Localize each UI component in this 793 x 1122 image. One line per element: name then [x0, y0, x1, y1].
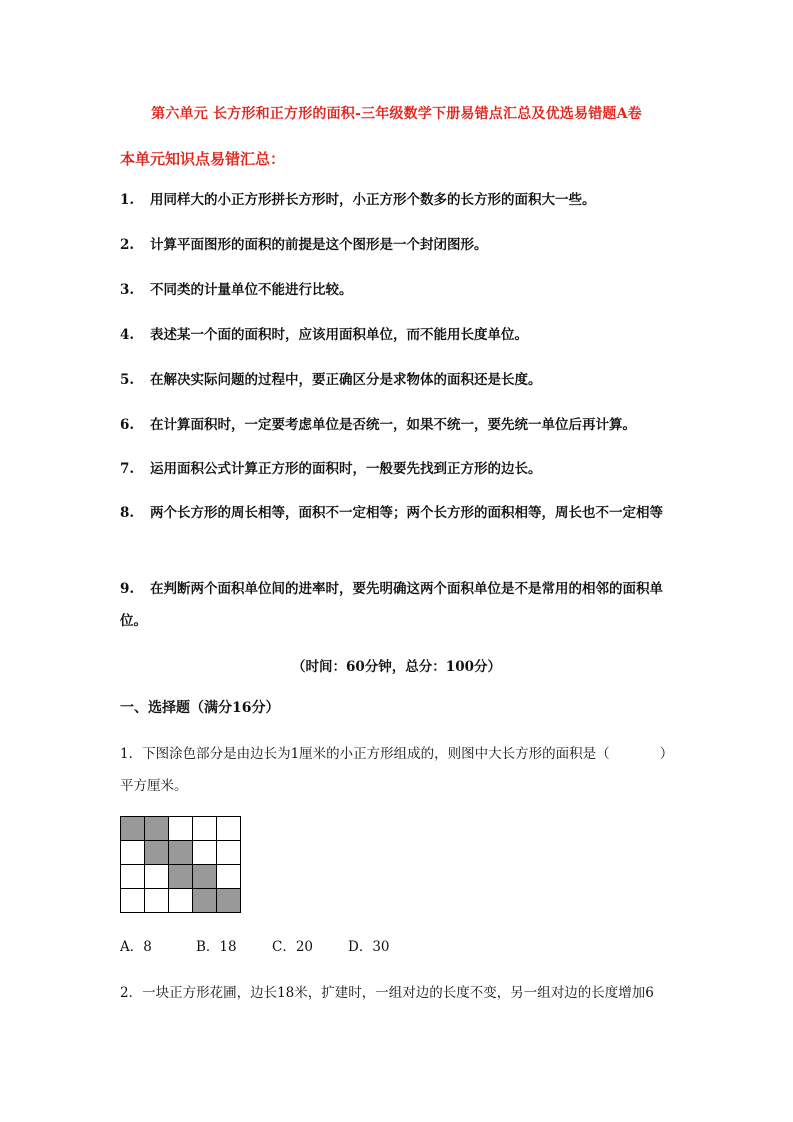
- point-text: 两个长方形的周长相等，面积不一定相等；两个长方形的面积相等，周长也不一定相等: [150, 505, 663, 521]
- point-text: 在计算面积时，一定要考虑单位是否统一，如果不统一，要先统一单位后再计算。: [150, 417, 636, 433]
- point-item: [120, 319, 680, 351]
- grid-cell-shaded: [217, 889, 241, 913]
- grid-cell: [217, 865, 241, 889]
- point-item: [120, 409, 680, 441]
- grid-cell: [217, 841, 241, 865]
- point-number: 2.: [120, 237, 135, 253]
- grid-cell-shaded: [145, 817, 169, 841]
- point-text: 运用面积公式计算正方形的面积时，一般要先找到正方形的边长。: [150, 461, 542, 477]
- question-1-options: [120, 937, 390, 957]
- point-item: [120, 364, 680, 396]
- grid-cell-shaded: [145, 841, 169, 865]
- shaded-grid-figure: [120, 816, 241, 913]
- point-text: 用同样大的小正方形拼长方形时，小正方形个数多的长方形的面积大一些。: [150, 192, 596, 208]
- grid-cell: [121, 865, 145, 889]
- document-title: 第六单元 长方形和正方形的面积-三年级数学下册易错点汇总及优选易错题A卷: [151, 106, 642, 122]
- point-text: 在判断两个面积单位间的进率时，要先明确这两个面积单位是不是常用的相邻的面积单位。: [120, 581, 663, 629]
- point-text: 计算平面图形的面积的前提是这个图形是一个封闭图形。: [150, 237, 488, 253]
- grid-cell: [121, 889, 145, 913]
- question-1-text: [120, 738, 680, 802]
- grid-cell: [169, 889, 193, 913]
- point-number: 5.: [120, 372, 135, 388]
- question-1-paren: ）: [659, 746, 674, 762]
- option-b[interactable]: B．18: [196, 939, 237, 955]
- point-number: 1.: [120, 192, 135, 208]
- point-item: [120, 274, 680, 306]
- grid-cell: [169, 817, 193, 841]
- grid-cell-shaded: [193, 889, 217, 913]
- question-2-text: 2．一块正方形花圃，边长18米，扩建时，一组对边的长度不变，另一组对边的长度增加6: [120, 985, 654, 1001]
- grid-cell: [217, 817, 241, 841]
- grid-cell-shaded: [169, 841, 193, 865]
- point-item: [120, 573, 680, 637]
- point-text: 在解决实际问题的过程中，要正确区分是求物体的面积还是长度。: [150, 372, 542, 388]
- option-a[interactable]: A．8: [120, 939, 152, 955]
- option-d[interactable]: D．30: [348, 939, 390, 955]
- question-1-stem: 1．下图涂色部分是由边长为1厘米的小正方形组成的，则图中大长方形的面积是（: [120, 746, 610, 762]
- point-text: 表述某一个面的面积时，应该用面积单位，而不能用长度单位。: [150, 327, 528, 343]
- grid-cell-shaded: [193, 865, 217, 889]
- part-heading: 一、选择题（满分16分）: [120, 700, 280, 716]
- point-item: [120, 184, 680, 216]
- point-number: 7.: [120, 461, 135, 477]
- grid-cell-shaded: [121, 817, 145, 841]
- question-1-unit: 平方厘米。: [120, 778, 188, 794]
- point-number: 3.: [120, 282, 135, 298]
- point-number: 4.: [120, 327, 135, 343]
- point-item: [120, 497, 680, 529]
- point-text: 不同类的计量单位不能进行比较。: [150, 282, 353, 298]
- point-item: [120, 453, 680, 485]
- point-item: [120, 229, 680, 261]
- grid-cell: [121, 841, 145, 865]
- grid-cell-shaded: [169, 865, 193, 889]
- grid-cell: [193, 817, 217, 841]
- section-heading: 本单元知识点易错汇总：: [120, 150, 286, 168]
- exam-info: （时间：60分钟，总分：100分）: [292, 659, 501, 675]
- grid-cell: [145, 865, 169, 889]
- point-number: 8.: [120, 505, 135, 521]
- option-c[interactable]: C．20: [272, 939, 314, 955]
- point-number: 6.: [120, 417, 135, 433]
- grid-cell: [193, 841, 217, 865]
- point-number: 9.: [120, 581, 135, 597]
- grid-cell: [145, 889, 169, 913]
